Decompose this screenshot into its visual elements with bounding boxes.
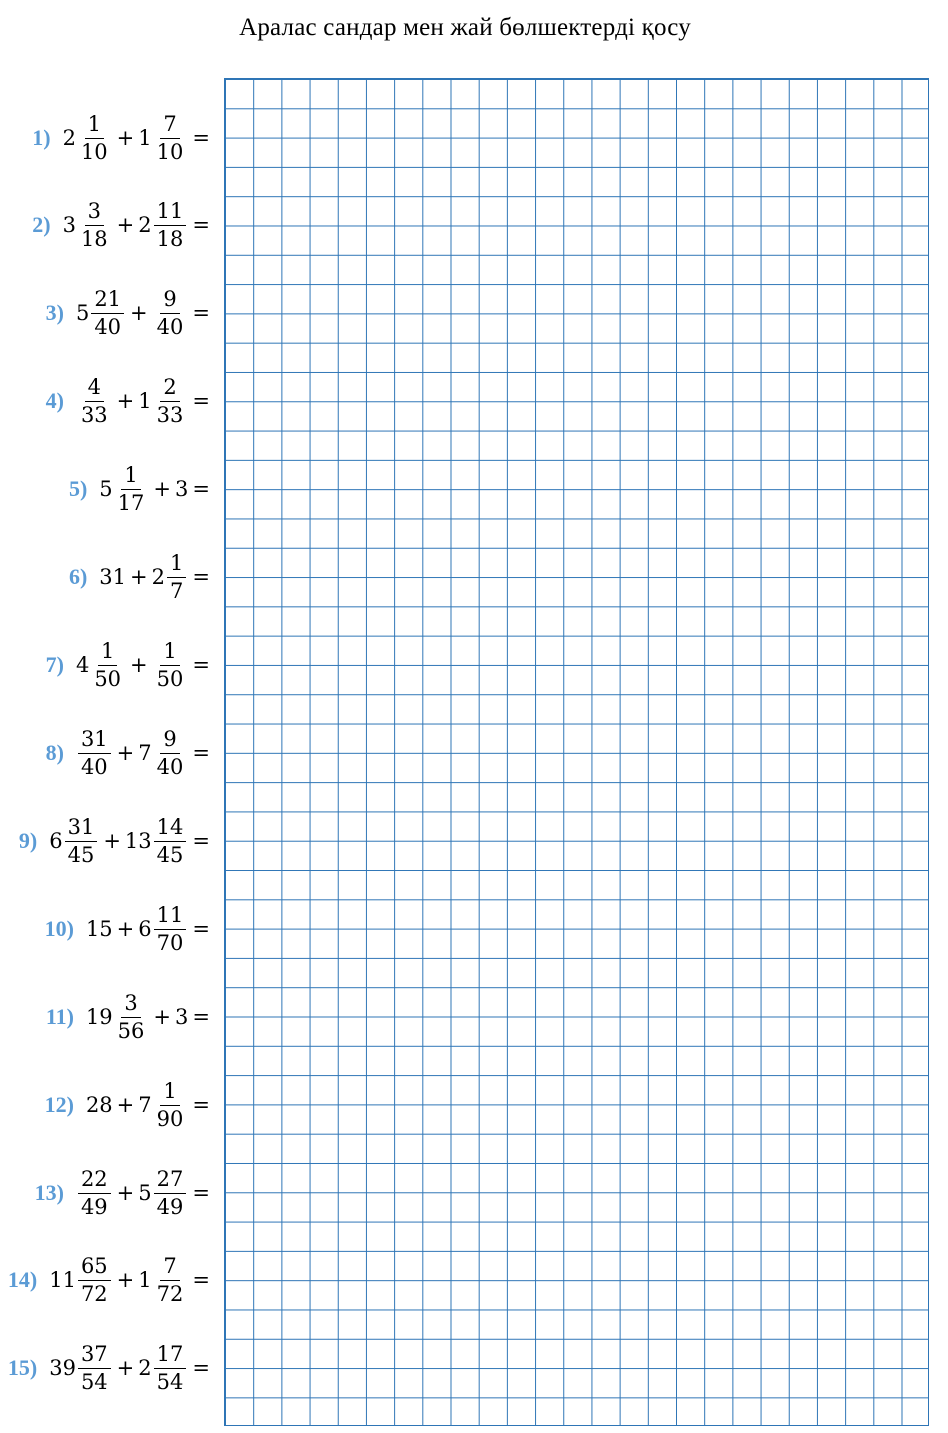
whole-part: 1	[138, 126, 152, 150]
problem-number: 3)	[45, 300, 64, 325]
numerator: 14	[154, 815, 187, 841]
numerator: 11	[154, 199, 187, 225]
fraction	[154, 1254, 187, 1305]
numerator: 7	[160, 1254, 179, 1280]
numerator: 1	[160, 1079, 179, 1105]
equals-sign: =	[192, 917, 210, 941]
numerator: 1	[98, 639, 117, 665]
problem-row	[46, 369, 214, 433]
fraction	[115, 991, 148, 1042]
denominator: 17	[117, 490, 145, 515]
whole-part: 6	[49, 829, 63, 853]
whole-part: 2	[62, 126, 76, 150]
problem-number: 5)	[68, 476, 88, 501]
whole-part: 28	[85, 1093, 113, 1117]
problem-number: 1)	[32, 125, 51, 150]
equals-sign: =	[192, 213, 210, 237]
plus-sign: +	[116, 1093, 135, 1117]
numerator: 3	[85, 199, 104, 225]
whole-part: 1	[138, 1268, 152, 1292]
equals-sign: =	[192, 1005, 210, 1029]
problem-number: 6)	[68, 564, 88, 589]
plus-sign: +	[116, 1181, 135, 1205]
answer-grid[interactable]	[224, 78, 929, 1426]
problem-number: 7)	[45, 652, 64, 677]
fraction	[167, 551, 186, 602]
problem-row	[69, 457, 214, 521]
problem-row	[46, 633, 214, 697]
denominator: 18	[80, 226, 108, 251]
problem-number: 4)	[45, 388, 64, 413]
fraction	[78, 1342, 111, 1393]
denominator: 10	[156, 139, 184, 164]
problem-row	[45, 1073, 214, 1137]
denominator: 49	[156, 1194, 184, 1219]
fraction	[78, 375, 111, 426]
equals-sign: =	[192, 477, 210, 501]
numerator: 11	[154, 903, 187, 929]
fraction	[154, 639, 187, 690]
whole-part: 39	[49, 1356, 76, 1380]
fraction	[91, 639, 124, 690]
fraction	[154, 1079, 187, 1130]
whole-part: 5	[138, 1181, 152, 1205]
numerator: 1	[160, 639, 179, 665]
denominator: 40	[156, 754, 184, 779]
whole-part: 15	[85, 917, 113, 941]
denominator: 70	[156, 930, 184, 955]
plus-sign: +	[116, 389, 135, 413]
problem-number: 12)	[44, 1092, 74, 1117]
plus-sign: +	[116, 1268, 135, 1292]
plus-sign: +	[130, 565, 148, 589]
problem-number: 8)	[45, 740, 64, 765]
whole-part: 3	[62, 213, 76, 237]
numerator: 4	[85, 375, 104, 401]
problem-number: 15)	[7, 1355, 38, 1380]
plus-sign: +	[116, 1356, 135, 1380]
page-title: Аралас сандар мен жай бөлшектерді қосу	[239, 14, 691, 41]
whole-part: 2	[138, 213, 152, 237]
problem-row	[8, 1336, 214, 1400]
numerator: 65	[78, 1254, 111, 1280]
numerator: 9	[160, 727, 179, 753]
problem-row	[45, 897, 214, 961]
problem-row	[46, 281, 214, 345]
equals-sign: =	[192, 301, 210, 325]
whole-part: 5	[99, 477, 113, 501]
whole-part: 3	[175, 1005, 189, 1029]
problem-row	[35, 1161, 214, 1225]
whole-part: 6	[138, 917, 152, 941]
fraction	[154, 1167, 187, 1218]
denominator: 56	[117, 1018, 145, 1043]
denominator: 40	[80, 754, 108, 779]
denominator: 10	[80, 139, 108, 164]
plus-sign: +	[116, 126, 135, 150]
denominator: 72	[80, 1281, 108, 1306]
fraction	[154, 375, 187, 426]
fraction	[78, 112, 111, 163]
problem-number: 11)	[45, 1004, 74, 1029]
problem-row	[46, 985, 214, 1049]
plus-sign: +	[116, 741, 135, 765]
equals-sign: =	[192, 389, 210, 413]
denominator: 90	[156, 1106, 184, 1131]
whole-part: 31	[99, 565, 127, 589]
fraction	[154, 199, 187, 250]
fraction	[78, 199, 111, 250]
whole-part: 19	[85, 1005, 113, 1029]
fraction	[154, 1342, 187, 1393]
problem-number: 9)	[18, 828, 38, 853]
problem-number: 14)	[7, 1267, 38, 1292]
denominator: 54	[156, 1369, 184, 1394]
numerator: 1	[167, 551, 186, 577]
denominator: 7	[170, 578, 184, 603]
problem-row	[46, 721, 214, 785]
denominator: 45	[156, 842, 184, 867]
plus-sign: +	[130, 653, 148, 677]
fraction	[154, 815, 187, 866]
fraction	[115, 463, 148, 514]
denominator: 33	[80, 402, 108, 427]
whole-part: 2	[151, 565, 166, 589]
numerator: 37	[78, 1342, 111, 1368]
numerator: 17	[154, 1342, 187, 1368]
plus-sign: +	[103, 829, 121, 853]
plus-sign: +	[130, 301, 148, 325]
whole-part: 11	[49, 1268, 76, 1292]
denominator: 33	[156, 402, 184, 427]
fraction	[154, 727, 187, 778]
denominator: 50	[94, 666, 122, 691]
numerator: 9	[160, 287, 179, 313]
fraction	[78, 1254, 111, 1305]
problem-number: 13)	[34, 1180, 64, 1205]
fraction	[154, 112, 187, 163]
denominator: 49	[80, 1194, 108, 1219]
problem-row	[32, 193, 214, 257]
problem-row	[19, 809, 214, 873]
numerator: 31	[78, 727, 111, 753]
equals-sign: =	[192, 1356, 210, 1380]
fraction	[65, 815, 98, 866]
problem-row	[32, 106, 214, 170]
fraction	[154, 287, 187, 338]
whole-part: 7	[138, 1093, 152, 1117]
numerator: 1	[85, 112, 104, 138]
numerator: 21	[91, 287, 124, 313]
plus-sign: +	[153, 1005, 172, 1029]
equals-sign: =	[192, 1268, 210, 1292]
numerator: 22	[78, 1167, 111, 1193]
whole-part: 13	[124, 829, 152, 853]
fraction	[91, 287, 124, 338]
denominator: 18	[156, 226, 184, 251]
numerator: 1	[121, 463, 140, 489]
denominator: 45	[67, 842, 95, 867]
fraction	[154, 903, 187, 954]
numerator: 31	[65, 815, 98, 841]
whole-part: 2	[138, 1356, 152, 1380]
equals-sign: =	[192, 565, 210, 589]
denominator: 50	[156, 666, 184, 691]
problem-row	[69, 545, 214, 609]
numerator: 3	[121, 991, 140, 1017]
numerator: 2	[160, 375, 179, 401]
problem-number: 2)	[32, 212, 51, 237]
equals-sign: =	[192, 1181, 210, 1205]
numerator: 27	[154, 1167, 187, 1193]
denominator: 54	[80, 1369, 108, 1394]
whole-part: 3	[175, 477, 189, 501]
denominator: 40	[156, 314, 184, 339]
denominator: 72	[156, 1281, 184, 1306]
equals-sign: =	[192, 741, 210, 765]
whole-part: 1	[138, 389, 152, 413]
problem-row	[8, 1248, 214, 1312]
fraction	[78, 1167, 111, 1218]
whole-part: 5	[75, 301, 90, 325]
equals-sign: =	[192, 829, 210, 853]
plus-sign: +	[116, 213, 135, 237]
numerator: 7	[160, 112, 179, 138]
whole-part: 4	[75, 653, 90, 677]
denominator: 40	[94, 314, 122, 339]
equals-sign: =	[192, 126, 210, 150]
problem-number: 10)	[44, 916, 74, 941]
whole-part: 7	[138, 741, 152, 765]
plus-sign: +	[116, 917, 135, 941]
fraction	[78, 727, 111, 778]
equals-sign: =	[192, 653, 210, 677]
equals-sign: =	[192, 1093, 210, 1117]
plus-sign: +	[153, 477, 172, 501]
